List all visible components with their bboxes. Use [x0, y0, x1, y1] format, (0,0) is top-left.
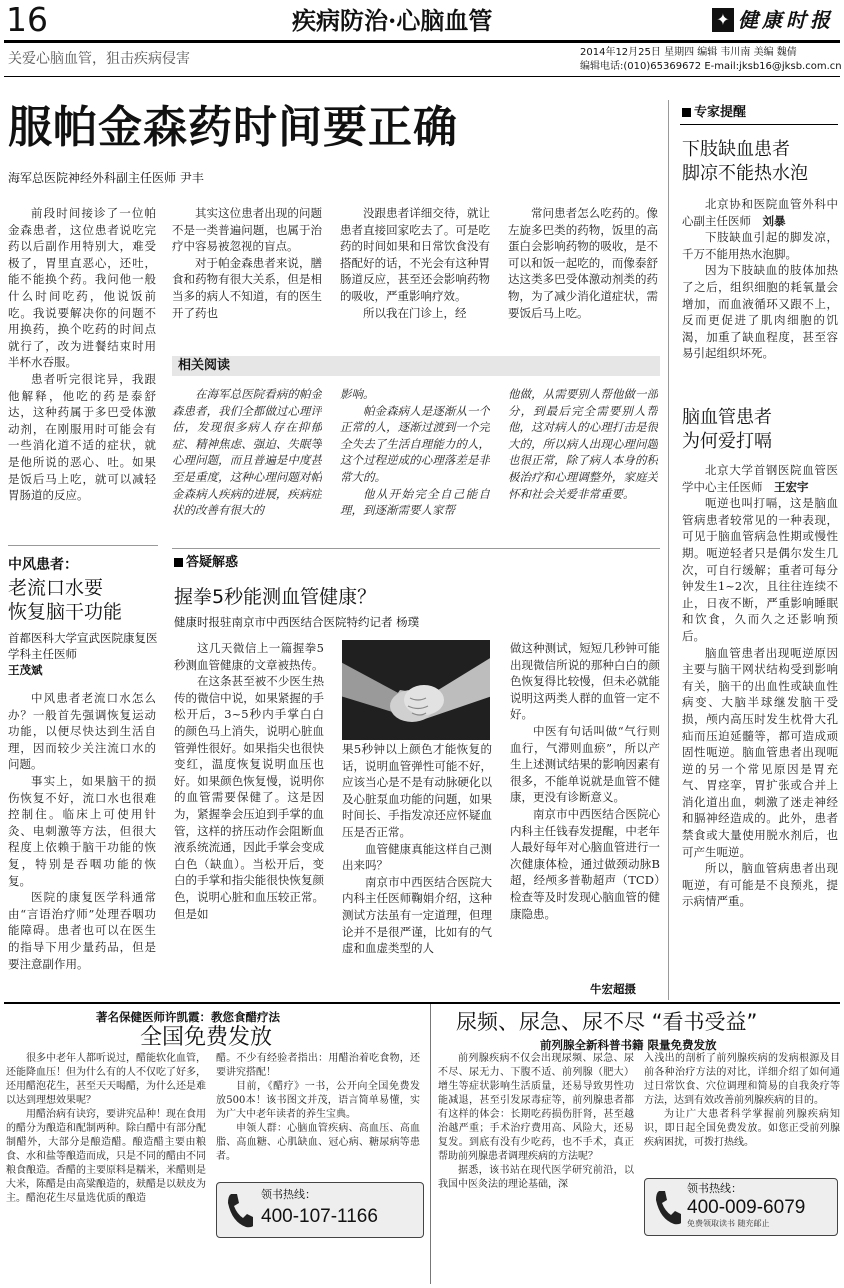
- sidebar-article-2: [682, 462, 838, 994]
- ad-right-subtitle: 前列腺全新科普书籍 限量免费发放: [540, 1038, 717, 1052]
- ads-divider: [430, 1004, 431, 1284]
- masthead-text: 健康时报: [738, 8, 834, 32]
- qa-col3-para2: 中医有句话叫做“气行则血行，气滞则血瘀”，所以产生上述测试结果的影响因素有很多，不能单说就是血管不健康，更没有诊断意义。: [510, 723, 660, 805]
- qa-title: 握拳5秒能测血管健康？: [174, 586, 377, 608]
- ad-right-col2-para1: 入浅出的剖析了前列腺疾病的发病根源及目前各种治疗方法的对比，详细介绍了如何通过日常饮食、穴位调理和简易的自我灸疗等方法，达到有效改善前列腺疾病的目的。: [644, 1053, 840, 1106]
- ad-left-subtitle: 著名保健医师许凯霞：教您食醋疗法: [96, 1010, 280, 1024]
- qa-col-3: [510, 640, 660, 985]
- ad-right-col1-para1: 前列腺疾病不仅会出现尿频、尿急、尿不尽、尿无力、下腹不适、前列腺（肥大）增生等症状影响生活质量，还易导致男性功能减退，甚至引发尿毒症等，前列腺患者都有这样的体会：长期吃药损伤肝肾，甚至越治越严重；手术治疗费用高、风险大，还易复发。到底有没有少吃药，也不手术，真正帮助前列腺患者调理疾病的方法呢？: [438, 1053, 634, 1162]
- related-label: 相关阅读: [178, 358, 231, 373]
- sidebar-p1: 下肢缺血引起的脚发凉，千万不能用热水泡脚。: [682, 230, 838, 261]
- sidebar-p2: 因为下肢缺血的肢体加热了之后，组织细胞的耗氧量会增加，而血液循环又跟不上，反而更促进了肌肉细胞的饥渴，加重了缺血程度，甚至容易引起组织坏死。: [682, 263, 838, 361]
- related-label-bar: [172, 356, 660, 376]
- related-col2-para2: 帕金森病人是逐渐从一个正常的人，逐渐过渡到一个完全失去了生活自理能力的人，这个过程逆成的心理落差是非常大的。: [340, 403, 490, 484]
- ad-left-col1-para1: 很多中老年人都听说过，醋能软化血管，还能降血压！但为什么有的人不仅吃了好多，还用醋泡花生，甚至天天喝醋，为什么还是难以达到理想效果呢？: [6, 1053, 206, 1106]
- ad-right-hotline-number: 400-009-6079: [687, 1197, 806, 1218]
- sidebar-label-text: 专家提醒: [694, 105, 747, 120]
- sidebar-by2-text: 北京大学首钢医院血管医学中心主任医师: [682, 463, 838, 494]
- fists-illustration: [342, 640, 490, 740]
- sidebar-p5: 所以，脑血管病患者出现呃逆，有可能是不良预兆，提示病情严重。: [682, 861, 838, 909]
- related-col-1: [172, 386, 322, 542]
- sidebar-p3: 呃逆也叫打嗝，这是脑血管病患者较常见的一种表现，可见于脑血管病急性期或慢性期。呃逆轻者只是偶尔发生几次，可自行缓解；重者可每分钟发生1~2次，且往往连续不止，日夜不断，严重影响睡眠和饮食，久而久之还影响预后。: [682, 496, 838, 643]
- qa-col2-para3: 南京市中西医结合医院大内科主任医师鞠娟介绍，这种测试方法虽有一定道理，但理论并不是很严谨，比如有的气虚和血虚类型的人: [342, 874, 492, 956]
- ad-left-hotline-box: [216, 1182, 424, 1238]
- qa-col1-para2: 在这条甚至被不少医生热传的微信中说，如果紧握的手松开后，3~5秒内手掌白白的颜色马上消失，说明心脏血管弹性很好。如果指尖也很快变红，温度恢复说明血压也好。如果颜色恢复慢，说明你的血管需要保健了。这是因为，紧握拳会压迫到手掌的血管，这样的挤压动作会阻断血液系统流通，因此手掌会变成白色（缺血）。当松开后，变白的手掌和指尖能很快恢复颜色，说明心脏和血压较正常。但是如: [174, 674, 324, 921]
- stroke-para1: 中风患者老流口水怎么办？一般首先强调恢复运动功能，以便尽快达到生活自理，因而较少关注流口水的问题。: [8, 691, 156, 772]
- qa-square-icon: [174, 558, 183, 567]
- qa-col-2: [342, 741, 492, 997]
- stroke-byline: [8, 630, 158, 678]
- related-col2-para3: 他从开始完全自己能自理，到逐渐需要人家帮: [340, 486, 490, 518]
- contact-line: 编辑电话:(010)65369672 E-mail:jksb16@jksb.com.cn: [580, 61, 842, 72]
- qa-col3-para3: 南京市中西医结合医院心内科主任钱春发提醒，中老年人最好每年对心脑血管进行一次健康体检，通过做颈动脉B超，经颅多普勒超声（TCD）检查等及时发现心脑血管的健康隐患。: [510, 806, 660, 921]
- sidebar-article-1: [682, 196, 838, 392]
- section-title: 疾病防治·心脑血管: [292, 6, 493, 35]
- ad-left-hotline-label: 领书热线：: [261, 1188, 316, 1201]
- sidebar-by1-text: 北京协和医院血管外科中心副主任医师: [682, 197, 838, 228]
- stroke-body: [8, 690, 156, 998]
- ad-left-col2-para2: 目前，《醋疗》一书，公开向全国免费发放500本！该书图文并茂，语言简单易懂，实为广大中老年读者的养生宝典。: [216, 1081, 420, 1120]
- main-col4-para1: 常问患者怎么吃药的。像左旋多巴类的药物，饭里的高蛋白会影响药物的吸收，是不可以和饭一起吃的，而像泰舒达这类多巴受体激动剂类的药物，为了减少消化道症状，需要饭后马上吃。: [508, 206, 658, 320]
- ad-right-col2-para2: 为让广大患者科学掌握前列腺疾病知识，即日起全国免费发放。如您正受前列腺疾病困扰，可拨打热线。: [644, 1109, 840, 1148]
- sidebar-p4: 脑血管患者出现呃逆原因主要与脑干网状结构受到影响有关，脑干的出血性或缺血性病变、大脑半球继发脑干受损，颅内高压时发生枕骨大孔疝而压迫延髓等，都可造成顽固性呃逆。脑血管患者出现呃逆的另一个常见原因是胃充气、胃痉挛，胃扩张或合并上消化道出血，刺激了迷走神经和膈神经造成的。此外，患者禁食或大量使用脱水剂后，也可产生呃逆。: [682, 645, 838, 859]
- masthead-logo: [712, 6, 840, 36]
- stroke-top-rule: [8, 545, 158, 546]
- main-col-2: [172, 205, 322, 345]
- stroke-byline-text: 首都医科大学宣武医院康复医学科主任医师: [8, 631, 158, 661]
- sidebar-square-icon: [682, 108, 691, 117]
- related-col3-para: 他做，从需要别人帮他做一部分，到最后完全需要别人帮他，这对病人的心理打击是很大的，所以病人出现心理问题也很正常，除了病人本身的积极治疗和心理调整外，家庭关怀和社会关爱非常重要。: [508, 387, 658, 501]
- qa-signature: 牛宏超摄: [590, 982, 636, 996]
- ad-right-hotline-box: [644, 1178, 838, 1236]
- ad-left-col2-para3: 申领人群：心脑血管疾病、高血压、高血脂、高血糖、心肌缺血、冠心病、糖尿病等患者。: [216, 1123, 420, 1162]
- sidebar-label: [682, 104, 746, 122]
- slogan: 关爱心脑血管，狙击疾病侵害: [8, 51, 190, 67]
- sidebar-by1: [682, 196, 838, 229]
- stroke-para2: 事实上，如果脑干的损伤恢复不好，流口水也很难控制住。临床上可使用针灸、电刺激等方法，但很大程度上依赖于脑干功能的恢复，特别是吞咽功能的恢复。: [8, 773, 156, 888]
- sidebar-title-1b: 脚凉不能热水泡: [682, 163, 808, 184]
- masthead-mark-icon: ✦: [712, 8, 734, 32]
- ad-right-hotline-label: 领书热线：: [687, 1182, 742, 1195]
- phone-icon: [223, 1190, 253, 1230]
- stroke-title-1: 老流口水要: [8, 577, 104, 599]
- sidebar-title-2a: 脑血管患者: [682, 407, 772, 428]
- related-col2-para1: 影响。: [340, 387, 375, 401]
- qa-byline: 健康时报驻南京市中西医结合医院特约记者 杨璞: [174, 615, 420, 629]
- main-col-4: [508, 205, 658, 345]
- main-col-1: [8, 205, 156, 535]
- stroke-author: 王茂斌: [8, 663, 43, 677]
- sidebar-by2: [682, 462, 838, 495]
- sidebar-top-rule: [680, 124, 838, 125]
- date-line: 2014年12月25日 星期四 编辑 韦川南 美编 魏倩: [580, 47, 797, 58]
- sidebar-au2: 王宏宇: [774, 479, 809, 494]
- stroke-kicker: 中风患者：: [8, 557, 78, 573]
- qa-top-rule: [172, 548, 660, 549]
- related-col1-para: 在海军总医院看病的帕金森患者，我们全都做过心理评估，发现很多病人存在抑郁症、精神焦虑、强迫、失眠等心理问题，而且普遍是中度甚至是重度，这种心理问题对帕金森病人疾病的进展，疾病症状的改善有很大的: [172, 387, 322, 518]
- ad-left-col2-para1: 醋。不少有经验者指出：用醋治着吃食物，还要讲究搭配！: [216, 1053, 420, 1078]
- main-col-3: [340, 205, 490, 345]
- ad-left-col-2: [216, 1052, 420, 1172]
- ad-left-hotline-number: 400-107-1166: [261, 1206, 378, 1227]
- stroke-para3: 医院的康复医学科通常由“言语治疗师”处理吞咽功能障碍。患者也可以在医生的指导下用少量药品，但是要注意副作用。: [8, 890, 156, 971]
- ad-left-col-1: [6, 1052, 206, 1284]
- ad-right-col-1: [438, 1052, 634, 1284]
- ad-right-col-2: [644, 1052, 840, 1170]
- ad-right-col1-para2: 据悉，该书站在现代医学研究前沿，以我国中医灸法的理论基础，深: [438, 1165, 634, 1190]
- main-col2-para1: 其实这位患者出现的问题不是一类普遍问题，也属于治疗中容易被忽视的盲点。: [172, 206, 322, 254]
- phone-icon: [651, 1187, 681, 1227]
- stroke-title-2: 恢复脑干功能: [8, 601, 123, 623]
- header-rule-2: [4, 76, 840, 77]
- sidebar-title-1a: 下肢缺血患者: [682, 139, 790, 160]
- qa-col3-para1: 做这种测试，短短几秒钟可能出现微信所说的那种白白的颜色恢复得比较慢，但未必就能说明这两类人群的血管一定不好。: [510, 641, 660, 722]
- header-rule: [4, 40, 840, 43]
- sidebar-title-2b: 为何爱打嗝: [682, 431, 772, 452]
- qa-col-1: [174, 640, 324, 996]
- sidebar-au1: 刘暴: [762, 213, 786, 228]
- qa-label: [174, 554, 238, 572]
- main-col3-para1: 没跟患者详细交待，就让患者直接回家吃去了。可是吃药的时间如果和日常饮食没有搭配好的话，不光会有这种胃肠道反应，甚至还会影响药物的吸收，严重影响疗效。: [340, 206, 490, 303]
- main-byline: 海军总医院神经外科副主任医师 尹丰: [8, 171, 204, 185]
- qa-col2-para2: 血管健康真能这样自己测出来吗？: [342, 841, 492, 873]
- qa-col2-para1: 果5秒钟以上颜色才能恢复的话，说明血管弹性可能不好，应该当心是不是有动脉硬化以及心脏泵血功能的问题，如果时间长、手指发凉还应怀疑血压是否正常。: [342, 742, 492, 839]
- page-number: 16: [6, 0, 48, 39]
- ad-right-hotline-note: 免费领取读书 随充邮止: [687, 1219, 770, 1228]
- qa-col1-para1: 这几天微信上一篇握拳5秒测血管健康的文章被热传。: [174, 641, 324, 672]
- main-col2-para2: 对于帕金森患者来说，膳食和药物有很大关系，但是相当多的病人不知道，有的医生开了药也: [172, 255, 322, 320]
- main-col3-para2: 所以我在门诊上，经: [363, 305, 467, 320]
- ad-left-title: 全国免费发放: [140, 1025, 273, 1050]
- main-vertical-divider: [668, 100, 669, 1000]
- ad-left-col1-para2: 用醋治病有诀窍，要讲究品种！现在食用的醋分为酿造和配制两种。除白醋中有部分配制醋外，大部分是酿造醋。酿造醋主要由粮食、水和盐等酿造而成，只是不同的醋由不同粮食酿造。香醋的主要原料是糯米，米醋则是大米，陈醋是由高粱酿造的，麸醋是以麸皮为主。醋泡花生尽量选优质的酿造: [6, 1109, 206, 1204]
- main-col1-para1: 前段时间接诊了一位帕金森患者，这位患者说吃完药以后副作用特别大，难受极了，胃里直恶心，还吐，能不能换个药。我问他一般什么时间吃药，他说饭前吃。我说要解决你的问题不用换药，换个吃药的时间点就行了，改为进餐结束时用半杯水吞服。: [8, 206, 156, 370]
- ad-right-title: 尿频、尿急、尿不尽 “看书受益”: [456, 1010, 758, 1034]
- qa-photo-fists: [342, 640, 490, 740]
- related-col-2: [340, 386, 490, 542]
- main-headline: 服帕金森药时间要正确: [8, 102, 458, 153]
- main-col1-para2: 患者听完很诧异，我跟他解释，他吃的药是泰舒达，这种药属于多巴受体激动剂，在刚服用时可能会有一些消化道不适的症状，就是他所说的恶心、吐。如果是饭后马上吃，就可以减轻胃肠道的反应。: [8, 371, 156, 503]
- qa-label-text: 答疑解惑: [186, 555, 239, 570]
- related-col-3: [508, 386, 658, 542]
- ads-top-rule: [4, 1002, 840, 1004]
